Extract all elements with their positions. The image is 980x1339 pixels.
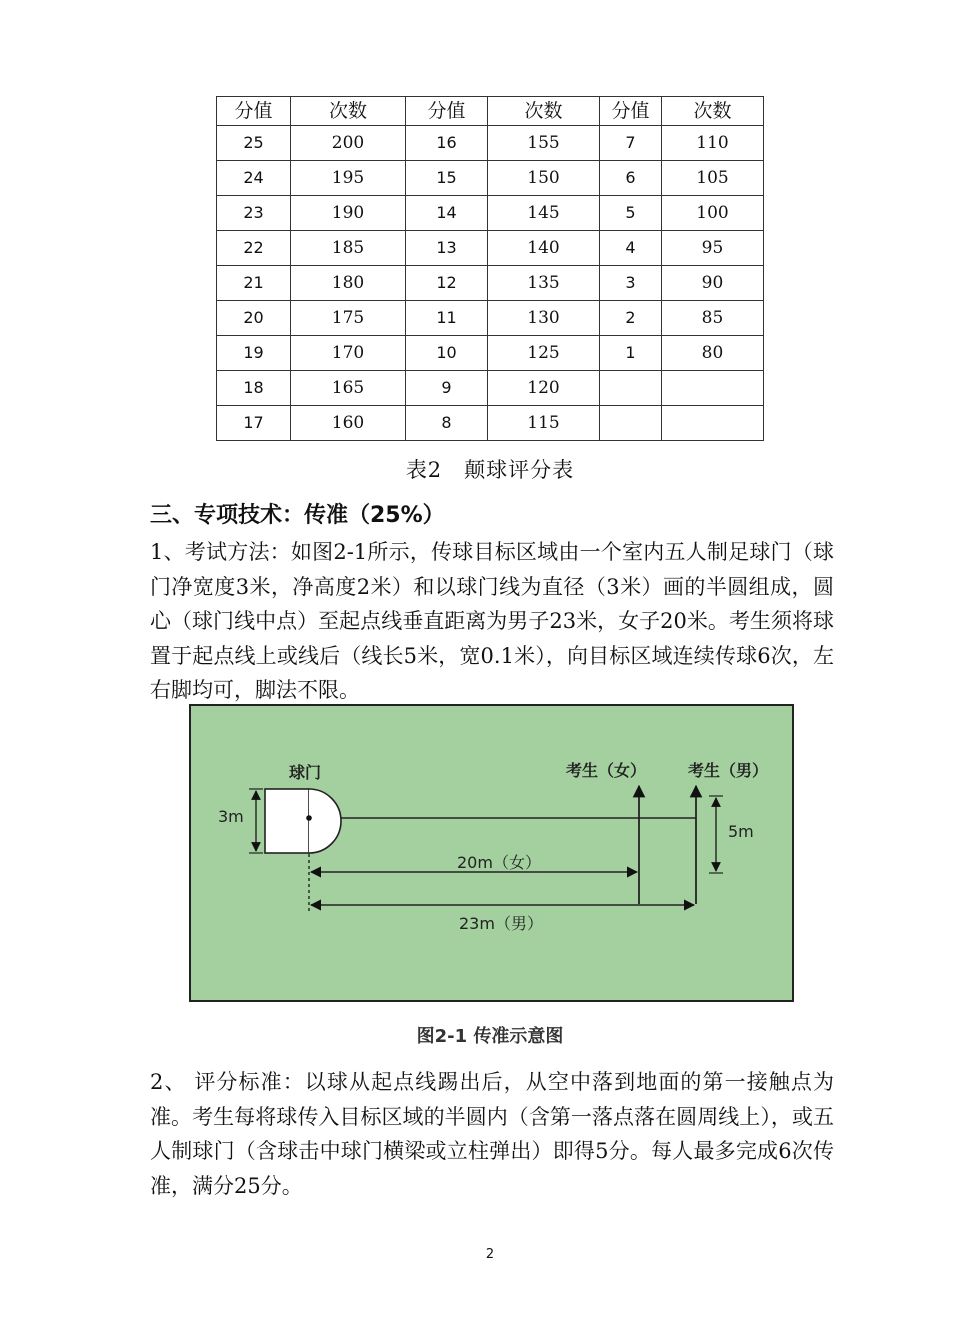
count-cell: 135 (488, 266, 600, 301)
score-cell: 3 (600, 266, 662, 301)
score-table (216, 96, 764, 441)
target-semicircle (309, 789, 341, 853)
score-cell: 14 (406, 196, 488, 231)
header-score: 分值 (406, 97, 488, 126)
count-cell: 85 (662, 301, 764, 336)
count-cell: 115 (488, 406, 600, 441)
score-cell (600, 406, 662, 441)
table-row (217, 371, 764, 406)
header-score: 分值 (217, 97, 291, 126)
goal-box (265, 789, 309, 853)
score-cell: 5 (600, 196, 662, 231)
count-cell: 130 (488, 301, 600, 336)
table-header-row (217, 97, 764, 126)
count-cell: 175 (291, 301, 406, 336)
score-cell: 16 (406, 126, 488, 161)
line-length-label: 5m (728, 822, 754, 841)
section-heading: 三、专项技术：传准（25%） (150, 503, 445, 528)
table-row (217, 266, 764, 301)
count-cell: 160 (291, 406, 406, 441)
score-cell: 9 (406, 371, 488, 406)
count-cell: 190 (291, 196, 406, 231)
table-row (217, 301, 764, 336)
count-cell: 185 (291, 231, 406, 266)
figure-caption: 图2-1 传准示意图 (416, 1026, 564, 1047)
score-cell: 20 (217, 301, 291, 336)
count-cell: 80 (662, 336, 764, 371)
header-count: 次数 (291, 97, 406, 126)
header-count: 次数 (662, 97, 764, 126)
count-cell: 155 (488, 126, 600, 161)
method-paragraph: 1、考试方法：如图2-1所示，传球目标区域由一个室内五人制足球门（球门净宽度3米，净高度2米）和以球门线为直径（3米）画的半圆组成，圆心（球门线中点）至起点线垂直距离为男子23米，女子20米。考生须将球置于起点线上或线后（线长5米，宽0.1米），向目标区域连续传球6次，左右脚均可，脚法不限。 (150, 540, 834, 702)
count-cell: 200 (291, 126, 406, 161)
count-cell: 95 (662, 231, 764, 266)
score-cell: 22 (217, 231, 291, 266)
count-cell: 195 (291, 161, 406, 196)
score-cell: 12 (406, 266, 488, 301)
table-row (217, 406, 764, 441)
header-score: 分值 (600, 97, 662, 126)
female-candidate-label: 考生（女） (566, 761, 647, 780)
passing-diagram (189, 704, 794, 1002)
table-row (217, 196, 764, 231)
count-cell: 125 (488, 336, 600, 371)
count-cell: 180 (291, 266, 406, 301)
table-caption: 表2 颠球评分表 (405, 458, 575, 482)
goal-label: 球门 (289, 763, 322, 782)
score-cell (600, 371, 662, 406)
scoring-paragraph: 2、 评分标准：以球从起点线踢出后，从空中落到地面的第一接触点为准。考生每将球传入目标区域的半圆内（含第一落点落在圆周线上），或五人制球门（含球击中球门横梁或立柱弹出）即得5分。每人最多完成6次传准，满分25分。 (150, 1070, 834, 1198)
score-cell: 23 (217, 196, 291, 231)
count-cell: 140 (488, 231, 600, 266)
score-cell: 25 (217, 126, 291, 161)
score-cell: 11 (406, 301, 488, 336)
score-cell: 17 (217, 406, 291, 441)
page-number: 2 (485, 1247, 495, 1262)
score-cell: 4 (600, 231, 662, 266)
table-row (217, 231, 764, 266)
score-cell: 15 (406, 161, 488, 196)
score-cell: 13 (406, 231, 488, 266)
count-cell: 90 (662, 266, 764, 301)
header-count: 次数 (488, 97, 600, 126)
score-cell: 1 (600, 336, 662, 371)
female-distance-label: 20m（女） (457, 853, 541, 872)
count-cell: 150 (488, 161, 600, 196)
table-row (217, 126, 764, 161)
score-cell: 6 (600, 161, 662, 196)
count-cell (662, 406, 764, 441)
goal-center-dot (306, 815, 312, 821)
score-cell: 18 (217, 371, 291, 406)
table-row (217, 161, 764, 196)
score-cell: 10 (406, 336, 488, 371)
male-candidate-label: 考生（男） (688, 761, 769, 780)
count-cell (662, 371, 764, 406)
table-row (217, 336, 764, 371)
score-cell: 19 (217, 336, 291, 371)
count-cell: 105 (662, 161, 764, 196)
score-cell: 21 (217, 266, 291, 301)
count-cell: 120 (488, 371, 600, 406)
male-distance-label: 23m（男） (459, 914, 543, 933)
count-cell: 170 (291, 336, 406, 371)
goal-width-label: 3m (218, 807, 244, 826)
count-cell: 100 (662, 196, 764, 231)
count-cell: 145 (488, 196, 600, 231)
score-cell: 7 (600, 126, 662, 161)
score-cell: 8 (406, 406, 488, 441)
score-cell: 24 (217, 161, 291, 196)
score-cell: 2 (600, 301, 662, 336)
count-cell: 165 (291, 371, 406, 406)
count-cell: 110 (662, 126, 764, 161)
